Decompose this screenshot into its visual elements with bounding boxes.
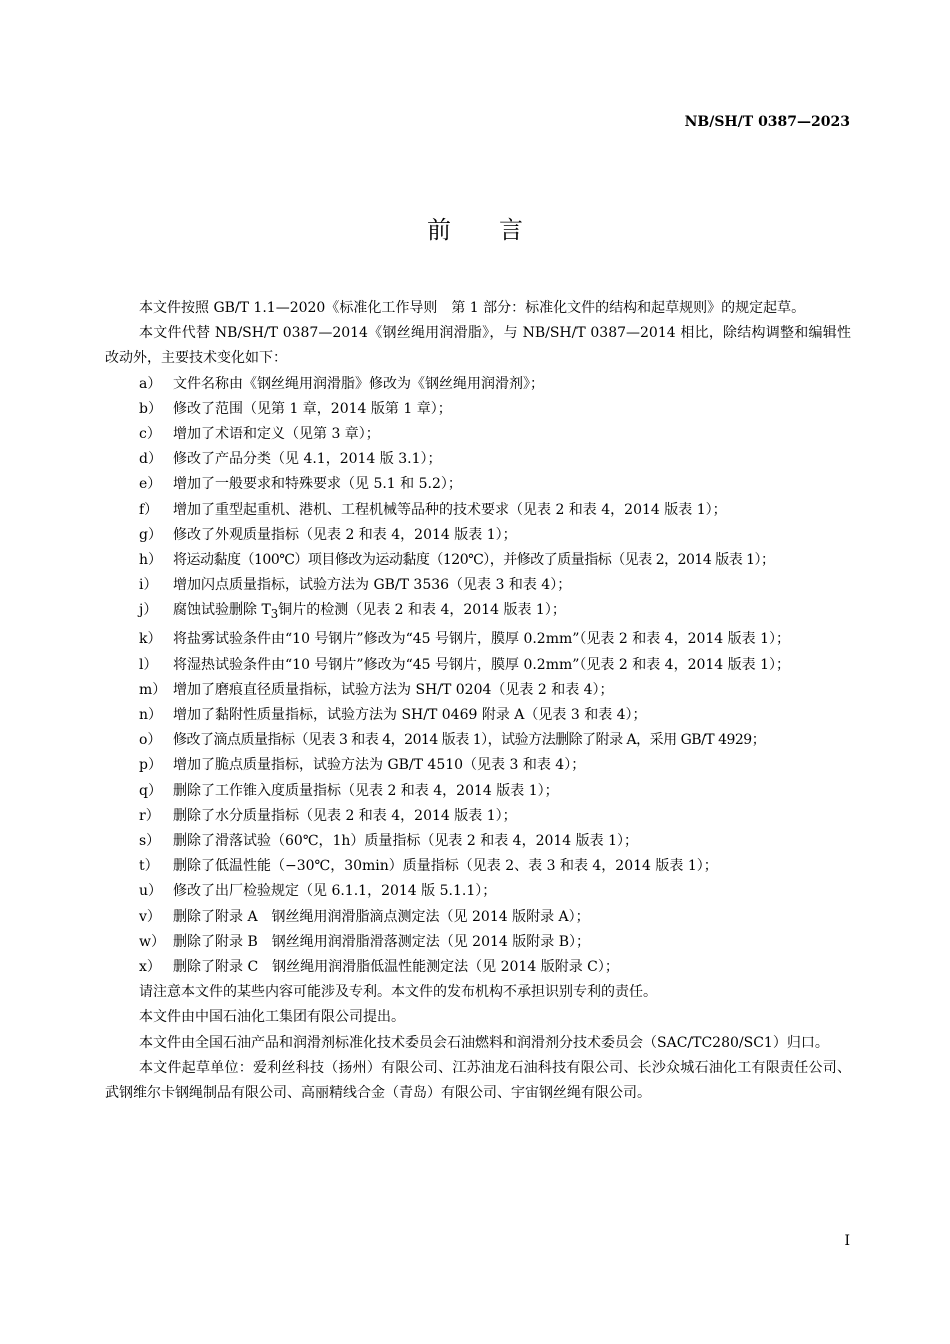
list-item	[105, 753, 851, 778]
list-item	[105, 829, 851, 854]
list-item	[105, 422, 851, 447]
intro-paragraph: 本文件代替 NB/SH/T 0387—2014《钢丝绳用润滑脂》，与 NB/SH/T 0387—2014 相比，除结构调整和编辑性改动外，主要技术变化如下：	[105, 325, 851, 367]
list-item	[105, 854, 851, 879]
list-item-text-part: 腐蚀试验删除 T	[173, 602, 271, 619]
committee-paragraph: 本文件由全国石油产品和润滑剂标准化技术委员会石油燃料和润滑剂分技术委员会（SAC/TC280/SC1）归口。	[139, 1034, 829, 1051]
list-item-text: 增加了一般要求和特殊要求（见 5.1 和 5.2）；	[173, 476, 462, 493]
list-item-text	[173, 598, 851, 627]
list-marker: x）	[139, 959, 161, 976]
list-marker: n）	[139, 707, 163, 724]
list-item	[105, 955, 851, 980]
list-marker: o）	[139, 732, 162, 749]
list-marker: a）	[139, 375, 162, 392]
list-marker: q）	[139, 782, 162, 799]
list-item-text: 删除了低温性能（−30℃，30min）质量指标（见表 2、表 3 和表 4，2014 版表 1）；	[173, 858, 718, 875]
list-item	[105, 627, 851, 652]
list-marker: t）	[139, 858, 159, 875]
document-code: NB/SH/T 0387—2023	[684, 114, 850, 130]
list-item-text: 修改了范围（见第 1 章，2014 版第 1 章）；	[173, 400, 452, 417]
list-item-text: 修改了滴点质量指标（见表 3 和表 4，2014 版表 1），试验方法删除了附录 A，采用 GB/T 4929；	[173, 732, 766, 749]
list-marker: f）	[139, 501, 159, 518]
list-item-text: 删除了滑落试验（60℃，1h）质量指标（见表 2 和表 4，2014 版表 1）；	[173, 833, 638, 850]
list-item-text: 将运动黏度（100℃）项目修改为运动黏度（120℃），并修改了质量指标（见表 2，2014 版表 1）；	[173, 552, 775, 569]
list-item-text: 修改了产品分类（见 4.1，2014 版 3.1）；	[173, 451, 442, 468]
list-item	[105, 703, 851, 728]
list-marker: r）	[139, 807, 160, 824]
list-item-text: 增加闪点质量指标，试验方法为 GB/T 3536（见表 3 和表 4）；	[173, 577, 572, 594]
list-marker: l）	[139, 656, 158, 673]
list-item	[105, 779, 851, 804]
list-marker: u）	[139, 883, 163, 900]
list-item-text: 删除了水分质量指标（见表 2 和表 4，2014 版表 1）；	[173, 807, 517, 824]
list-item-text: 增加了重型起重机、港机、工程机械等品种的技术要求（见表 2 和表 4，2014 版表 1）；	[173, 501, 727, 518]
list-item-text: 删除了工作锥入度质量指标（见表 2 和表 4，2014 版表 1）；	[173, 782, 559, 799]
list-item	[105, 523, 851, 548]
list-item	[105, 598, 851, 627]
list-item	[105, 472, 851, 497]
list-marker: v）	[139, 908, 161, 925]
list-marker: p）	[139, 757, 162, 774]
list-item	[105, 728, 851, 753]
list-item	[105, 804, 851, 829]
drafting-units-paragraph: 本文件起草单位：爱利丝科技（扬州）有限公司、江苏油龙石油科技有限公司、长沙众城石油化工有限责任公司、武钢维尔卡钢绳制品有限公司、高丽精线合金（青岛）有限公司、宇宙钢丝绳有限公司。	[105, 1059, 851, 1102]
list-marker: e）	[139, 476, 162, 493]
list-marker: j）	[139, 602, 158, 619]
list-item-text: 删除了附录 C 钢丝绳用润滑脂低温性能测定法（见 2014 版附录 C）；	[173, 959, 619, 976]
list-item-text: 增加了脆点质量指标，试验方法为 GB/T 4510（见表 3 和表 4）；	[173, 757, 586, 774]
list-item-text-part: 铜片的检测（见表 2 和表 4，2014 版表 1）；	[278, 602, 566, 619]
intro-paragraph: 本文件按照 GB/T 1.1—2020《标准化工作导则 第 1 部分：标准化文件的结构和起草规则》的规定起草。	[139, 300, 806, 316]
list-marker: s）	[139, 833, 161, 850]
list-item-text: 修改了出厂检验规定（见 6.1.1，2014 版 5.1.1）；	[173, 883, 497, 900]
list-item-text: 删除了附录 B 钢丝绳用润滑脂滑落测定法（见 2014 版附录 B）；	[173, 933, 591, 950]
list-marker: c）	[139, 426, 161, 443]
preface-body	[105, 296, 851, 1106]
list-item-text: 增加了磨痕直径质量指标，试验方法为 SH/T 0204（见表 2 和表 4）；	[173, 681, 614, 698]
list-item-text: 修改了外观质量指标（见表 2 和表 4，2014 版表 1）；	[173, 526, 517, 543]
list-marker: g）	[139, 526, 162, 543]
page-title: 前言	[427, 216, 571, 244]
proposer-paragraph: 本文件由中国石油化工集团有限公司提出。	[139, 1009, 405, 1026]
list-item	[105, 447, 851, 472]
list-item	[105, 905, 851, 930]
list-item-text: 文件名称由《钢丝绳用润滑脂》修改为《钢丝绳用润滑剂》；	[173, 375, 544, 392]
list-item-text: 将盐雾试验条件由“10 号钢片”修改为“45 号钢片，膜厚 0.2mm”（见表 2 和表 4，2014 版表 1）；	[173, 631, 791, 648]
list-item	[105, 573, 851, 598]
list-item	[105, 372, 851, 397]
list-marker: m）	[139, 681, 167, 698]
list-marker: i）	[139, 577, 158, 594]
page-number: I	[844, 1233, 850, 1249]
list-marker: k）	[139, 631, 162, 648]
list-marker: d）	[139, 451, 162, 468]
patent-notice: 请注意本文件的某些内容可能涉及专利。本文件的发布机构不承担识别专利的责任。	[139, 984, 657, 1001]
list-item-text: 增加了黏附性质量指标，试验方法为 SH/T 0469 附录 A（见表 3 和表 4）；	[173, 707, 647, 724]
list-marker: w）	[139, 933, 165, 950]
list-item	[105, 879, 851, 904]
list-item	[105, 930, 851, 955]
list-item	[105, 548, 851, 573]
changes-list	[105, 372, 851, 981]
list-item	[105, 397, 851, 422]
list-item	[105, 498, 851, 523]
list-item-text: 增加了术语和定义（见第 3 章）；	[173, 426, 380, 443]
list-item-text: 将湿热试验条件由“10 号钢片”修改为“45 号钢片，膜厚 0.2mm”（见表 2 和表 4，2014 版表 1）；	[173, 656, 791, 673]
list-marker: b）	[139, 400, 162, 417]
list-item	[105, 653, 851, 678]
list-marker: h）	[139, 552, 163, 569]
subscript: 3	[270, 607, 279, 622]
list-item	[105, 678, 851, 703]
list-item-text: 删除了附录 A 钢丝绳用润滑脂滴点测定法（见 2014 版附录 A）；	[173, 908, 590, 925]
